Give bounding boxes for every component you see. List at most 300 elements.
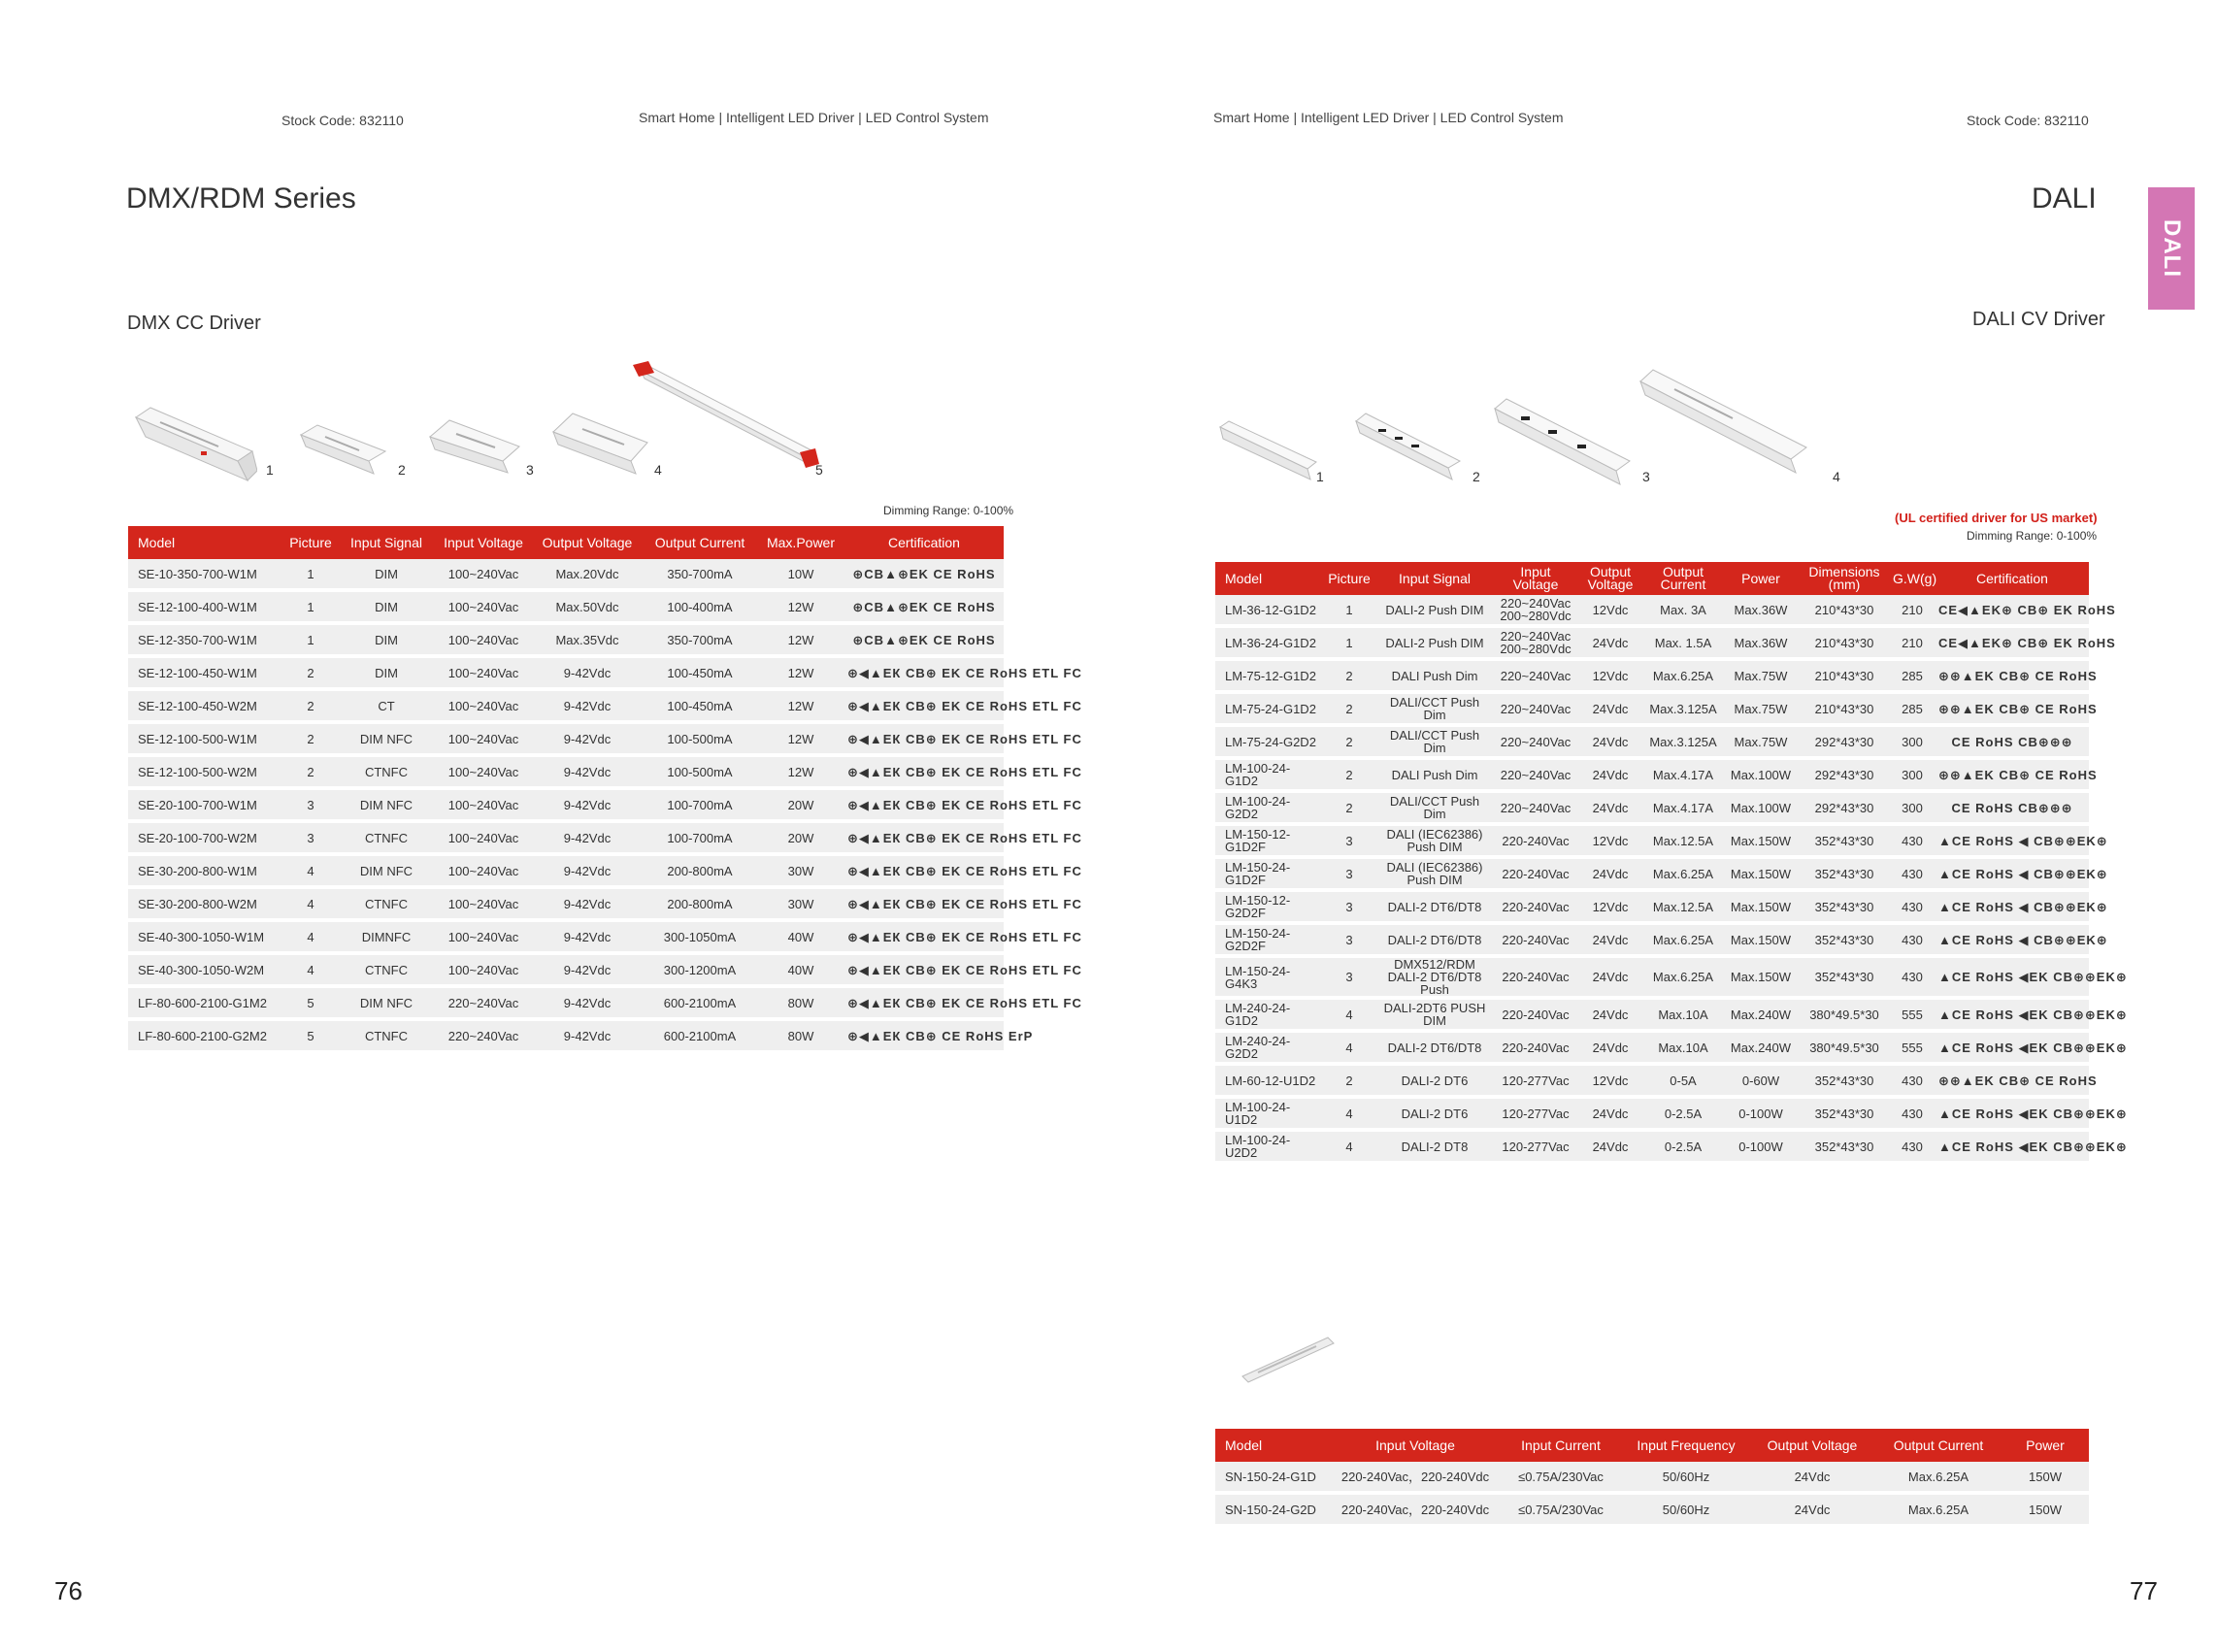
table-cell: 210*43*30 (1800, 694, 1889, 727)
certification-cell: ⊕CB▲⊕EK CE RoHS (844, 625, 1004, 658)
table-cell: 24Vdc (1576, 859, 1644, 892)
table-cell: Max.12.5A (1644, 826, 1722, 859)
table-row (128, 592, 1004, 625)
table-cell: CTNFC (338, 889, 435, 922)
table-cell: 5 (283, 988, 338, 1021)
table-cell: 4 (1324, 1132, 1374, 1165)
table-cell: 150W (2002, 1495, 2089, 1528)
table-cell: 80W (757, 988, 844, 1021)
certification-cell: ⊕◀▲ЕК CB⊕ EK CE RoHS ETL FC (844, 691, 1004, 724)
table-cell: DALI (IEC62386) Push DIM (1374, 826, 1495, 859)
table-cell: 12Vdc (1576, 595, 1644, 628)
table-cell: 210 (1889, 595, 1936, 628)
certification-cell: ⊕⊕▲EK CB⊕ CE RoHS (1936, 760, 2089, 793)
table-cell: 100~240Vac (435, 922, 532, 955)
table-cell: 292*43*30 (1800, 760, 1889, 793)
table-cell: 430 (1889, 958, 1936, 1000)
certification-cell: ▲CE RoHS ◀EK CB⊕⊕EK⊕ (1936, 1000, 2089, 1033)
table-cell: DALI-2 DT6/DT8 (1374, 1033, 1495, 1066)
table-cell: 430 (1889, 1132, 1936, 1165)
model-cell: SE-40-300-1050-W1M (128, 922, 283, 955)
table-cell: 285 (1889, 661, 1936, 694)
side-tab-label: DALI (2159, 219, 2185, 278)
table-cell: 220~240Vac 200~280Vdc (1495, 595, 1576, 628)
table-cell: 24Vdc (1576, 958, 1644, 1000)
table-cell: 120-277Vac (1495, 1099, 1576, 1132)
col-header: Input Voltage (1332, 1429, 1499, 1462)
table-cell: Max.150W (1722, 958, 1800, 1000)
table-cell: Max.6.25A (1875, 1462, 2002, 1495)
table-cell: Max.100W (1722, 793, 1800, 826)
sn-driver-table (1215, 1429, 2089, 1528)
table-cell: 9-42Vdc (532, 757, 643, 790)
certification-cell: ▲CE RoHS ◀EK CB⊕⊕EK⊕ (1936, 1132, 2089, 1165)
table-cell: 2 (283, 724, 338, 757)
table-cell: 100~240Vac (435, 889, 532, 922)
table-cell: DIM NFC (338, 790, 435, 823)
certification-cell: ▲CE RoHS ◀EK CB⊕⊕EK⊕ (1936, 1099, 2089, 1132)
table-cell: DALI-2 DT6 (1374, 1066, 1495, 1099)
col-header: Output Voltage (532, 526, 643, 559)
model-cell: LM-100-24-U2D2 (1215, 1132, 1324, 1165)
table-cell: 24Vdc (1576, 1033, 1644, 1066)
table-row (128, 856, 1004, 889)
table-cell: 3 (1324, 925, 1374, 958)
table-cell: 9-42Vdc (532, 823, 643, 856)
table-cell: 220-240Vac (1495, 1000, 1576, 1033)
col-header: Model (128, 526, 283, 559)
table-cell: DALI Push Dim (1374, 760, 1495, 793)
table-cell: 220-240Vac (1495, 859, 1576, 892)
product-image-1 (131, 393, 257, 485)
picture-label-3: 3 (526, 462, 534, 478)
table-cell: CT (338, 691, 435, 724)
table-cell: 380*49.5*30 (1800, 1000, 1889, 1033)
product-image-2 (1351, 408, 1466, 487)
table-cell: 24Vdc (1576, 1000, 1644, 1033)
table-row (128, 988, 1004, 1021)
table-row (128, 922, 1004, 955)
table-row (128, 823, 1004, 856)
left-section-title: DMX CC Driver (127, 313, 261, 334)
left-dimming-range: Dimming Range: 0-100% (883, 504, 1014, 517)
table-cell: 100-700mA (643, 790, 757, 823)
table-cell: 2 (1324, 694, 1374, 727)
table-cell: 30W (757, 889, 844, 922)
table-cell: 430 (1889, 1066, 1936, 1099)
table-row (1215, 958, 2089, 1000)
table-cell: 9-42Vdc (532, 691, 643, 724)
table-cell: 352*43*30 (1800, 1066, 1889, 1099)
certification-cell: ⊕◀▲ЕК CB⊕ EK CE RoHS ETL FC (844, 724, 1004, 757)
table-cell: 2 (1324, 727, 1374, 760)
table-cell: DALI/CCT Push Dim (1374, 694, 1495, 727)
certification-cell: ⊕◀▲ЕК CB⊕ CE RoHS ErP (844, 1021, 1004, 1054)
picture-label-2: 2 (1472, 469, 1480, 484)
table-cell: DALI-2 DT6/DT8 (1374, 892, 1495, 925)
table-cell: 3 (283, 823, 338, 856)
certification-cell: ▲CE RoHS ◀ CB⊕⊕EK⊕ (1936, 859, 2089, 892)
table-cell: 352*43*30 (1800, 859, 1889, 892)
table-cell: 600-2100mA (643, 1021, 757, 1054)
model-cell: SE-30-200-800-W1M (128, 856, 283, 889)
col-header: Input Voltage (1495, 562, 1576, 595)
table-cell: 9-42Vdc (532, 1021, 643, 1054)
table-cell: DIM (338, 559, 435, 592)
table-cell: 300 (1889, 760, 1936, 793)
model-cell: LM-150-12-G1D2F (1215, 826, 1324, 859)
table-cell: 220~240Vac (1495, 661, 1576, 694)
col-header: G.W(g) (1889, 562, 1936, 595)
table-cell: 100-450mA (643, 691, 757, 724)
table-row (128, 658, 1004, 691)
certification-cell: ⊕◀▲ЕК CB⊕ EK CE RoHS ETL FC (844, 988, 1004, 1021)
table-cell: 24Vdc (1576, 1132, 1644, 1165)
table-cell: Max.75W (1722, 661, 1800, 694)
col-header: Certification (844, 526, 1004, 559)
table-cell: 352*43*30 (1800, 892, 1889, 925)
table-header-row (128, 526, 1004, 559)
table-cell: 220-240Vac (1495, 892, 1576, 925)
table-cell: ≤0.75A/230Vac (1499, 1462, 1623, 1495)
product-image-3 (1490, 393, 1634, 490)
table-cell: 40W (757, 922, 844, 955)
table-cell: Max.3.125A (1644, 694, 1722, 727)
table-cell: Max.75W (1722, 694, 1800, 727)
certification-cell: ⊕⊕▲EK CB⊕ CE RoHS (1936, 661, 2089, 694)
table-cell: 352*43*30 (1800, 958, 1889, 1000)
table-cell: 4 (283, 856, 338, 889)
table-cell: 4 (283, 889, 338, 922)
table-cell: 430 (1889, 826, 1936, 859)
table-body (1215, 1462, 2089, 1528)
table-cell: 80W (757, 1021, 844, 1054)
table-cell: DIM NFC (338, 856, 435, 889)
table-cell: 200-800mA (643, 889, 757, 922)
table-cell: Max.36W (1722, 628, 1800, 661)
dmx-cc-driver-table (128, 526, 1082, 1054)
table-cell: 0-100W (1722, 1099, 1800, 1132)
picture-label-3: 3 (1642, 469, 1650, 484)
table-cell: 12W (757, 625, 844, 658)
model-cell: LM-60-12-U1D2 (1215, 1066, 1324, 1099)
col-header: Model (1215, 562, 1324, 595)
picture-label-4: 4 (1833, 469, 1840, 484)
table-cell: Max.12.5A (1644, 892, 1722, 925)
product-image-5 (629, 359, 823, 476)
certification-cell: ⊕CB▲⊕EK CE RoHS (844, 592, 1004, 625)
table-row (128, 790, 1004, 823)
product-image-4 (1636, 364, 1810, 479)
table-cell: 0-5A (1644, 1066, 1722, 1099)
table-cell: 292*43*30 (1800, 793, 1889, 826)
table-row (1215, 925, 2089, 958)
table-cell: 3 (1324, 892, 1374, 925)
table-cell: 210*43*30 (1800, 595, 1889, 628)
table-row (1215, 661, 2089, 694)
table-cell: 2 (283, 757, 338, 790)
table-cell: DALI-2 Push DIM (1374, 628, 1495, 661)
table-cell: Max.150W (1722, 826, 1800, 859)
table-cell: 210*43*30 (1800, 661, 1889, 694)
table-cell: CTNFC (338, 757, 435, 790)
table-cell: 1 (1324, 628, 1374, 661)
col-header: Power (2002, 1429, 2089, 1462)
table-cell: 12Vdc (1576, 1066, 1644, 1099)
table-row (1215, 1000, 2089, 1033)
table-cell: 12Vdc (1576, 661, 1644, 694)
table-cell: 350-700mA (643, 559, 757, 592)
table-cell: DIM NFC (338, 724, 435, 757)
table-cell: 352*43*30 (1800, 1132, 1889, 1165)
certification-cell: ⊕◀▲ЕК CB⊕ EK CE RoHS ETL FC (844, 658, 1004, 691)
model-cell: LM-150-12-G2D2F (1215, 892, 1324, 925)
certification-cell: ▲CE RoHS ◀ CB⊕⊕EK⊕ (1936, 826, 2089, 859)
model-cell: LM-100-24-U1D2 (1215, 1099, 1324, 1132)
table-cell: DIM (338, 592, 435, 625)
table-cell: Max.75W (1722, 727, 1800, 760)
model-cell: LM-150-24-G2D2F (1215, 925, 1324, 958)
table-cell: DALI-2 Push DIM (1374, 595, 1495, 628)
table-cell: 430 (1889, 892, 1936, 925)
col-header: Output Current (1644, 562, 1722, 595)
product-image-3 (425, 413, 522, 476)
table-cell: 220~240Vac (1495, 793, 1576, 826)
model-cell: SN-150-24-G1D (1215, 1462, 1332, 1495)
certification-cell: ⊕⊕▲EK CB⊕ CE RoHS (1936, 1066, 2089, 1099)
model-cell: LM-75-24-G2D2 (1215, 727, 1324, 760)
table-cell: 430 (1889, 1099, 1936, 1132)
table-cell: 220~240Vac (1495, 760, 1576, 793)
table-row (1215, 1132, 2089, 1165)
table-cell: 1 (283, 625, 338, 658)
table-cell: Max.150W (1722, 892, 1800, 925)
table-cell: 350-700mA (643, 625, 757, 658)
table-cell: 352*43*30 (1800, 925, 1889, 958)
table-cell: 100~240Vac (435, 856, 532, 889)
model-cell: LM-100-24-G1D2 (1215, 760, 1324, 793)
model-cell: SE-12-100-450-W1M (128, 658, 283, 691)
table-cell: Max.10A (1644, 1033, 1722, 1066)
left-series-title: DMX/RDM Series (126, 182, 356, 215)
table-cell: 9-42Vdc (532, 724, 643, 757)
table-cell: 24Vdc (1576, 727, 1644, 760)
model-cell: SE-12-350-700-W1M (128, 625, 283, 658)
table-row (128, 889, 1004, 922)
certification-cell: CE◀▲EK⊕ CB⊕ EK RoHS (1936, 595, 2089, 628)
table-cell: 100~240Vac (435, 658, 532, 691)
table-cell: 9-42Vdc (532, 955, 643, 988)
table-cell: 120-277Vac (1495, 1132, 1576, 1165)
table-cell: 100-500mA (643, 724, 757, 757)
table-cell: 292*43*30 (1800, 727, 1889, 760)
table-cell: 12W (757, 592, 844, 625)
table-cell: 285 (1889, 694, 1936, 727)
table-cell: 555 (1889, 1033, 1936, 1066)
table-cell: 100-500mA (643, 757, 757, 790)
table-cell: 220~240Vac (1495, 727, 1576, 760)
table-cell: 3 (1324, 859, 1374, 892)
table-cell: 300 (1889, 793, 1936, 826)
table-row (128, 625, 1004, 658)
table-cell: 352*43*30 (1800, 826, 1889, 859)
table-cell: 24Vdc (1576, 793, 1644, 826)
table-cell: 50/60Hz (1623, 1495, 1749, 1528)
table-cell: 100-450mA (643, 658, 757, 691)
table-cell: 0-100W (1722, 1132, 1800, 1165)
table-body (1215, 595, 2128, 1165)
model-cell: SN-150-24-G2D (1215, 1495, 1332, 1528)
certification-cell: CE RoHS CB⊕⊕⊕ (1936, 727, 2089, 760)
table-row (1215, 1462, 2089, 1495)
dali-cv-driver-table (1215, 562, 2128, 1165)
ul-certified-note: (UL certified driver for US market) (1895, 511, 2098, 525)
certification-cell: ⊕⊕▲EK CB⊕ CE RoHS (1936, 694, 2089, 727)
left-nav-breadcrumb: Smart Home | Intelligent LED Driver | LED Control System (639, 110, 989, 125)
table-cell: DIM (338, 658, 435, 691)
table-row (1215, 859, 2089, 892)
table-cell: 200-800mA (643, 856, 757, 889)
table-cell: DALI Push Dim (1374, 661, 1495, 694)
model-cell: LM-240-24-G1D2 (1215, 1000, 1324, 1033)
col-header: Input Frequency (1623, 1429, 1749, 1462)
table-body (128, 559, 1082, 1054)
model-cell: SE-12-100-500-W2M (128, 757, 283, 790)
table-cell: Max.240W (1722, 1033, 1800, 1066)
table-cell: Max.4.17A (1644, 760, 1722, 793)
col-header: Power (1722, 562, 1800, 595)
table-cell: Max.35Vdc (532, 625, 643, 658)
table-cell: DIMNFC (338, 922, 435, 955)
table-cell: 220-240Vac，220-240Vdc (1332, 1462, 1499, 1495)
table-cell: 1 (283, 559, 338, 592)
model-cell: SE-20-100-700-W1M (128, 790, 283, 823)
table-cell: 220-240Vac，220-240Vdc (1332, 1495, 1499, 1528)
right-page-number: 77 (2130, 1576, 2158, 1605)
col-header: Picture (1324, 562, 1374, 595)
model-cell: LF-80-600-2100-G1M2 (128, 988, 283, 1021)
certification-cell: ⊕◀▲ЕК CB⊕ EK CE RoHS ETL FC (844, 922, 1004, 955)
table-cell: 0-2.5A (1644, 1099, 1722, 1132)
table-cell: Max.4.17A (1644, 793, 1722, 826)
table-cell: 150W (2002, 1462, 2089, 1495)
table-cell: 352*43*30 (1800, 1099, 1889, 1132)
table-cell: 120-277Vac (1495, 1066, 1576, 1099)
table-cell: Max.100W (1722, 760, 1800, 793)
picture-label-1: 1 (1316, 469, 1324, 484)
table-cell: 1 (1324, 595, 1374, 628)
model-cell: SE-10-350-700-W1M (128, 559, 283, 592)
model-cell: LM-36-24-G1D2 (1215, 628, 1324, 661)
table-cell: 20W (757, 790, 844, 823)
table-cell: 4 (1324, 1000, 1374, 1033)
table-cell: 4 (283, 922, 338, 955)
table-cell: CTNFC (338, 823, 435, 856)
table-cell: Max.6.25A (1644, 958, 1722, 1000)
table-cell: Max.6.25A (1644, 859, 1722, 892)
table-cell: 220~240Vac (435, 1021, 532, 1054)
product-image-sn (1239, 1332, 1340, 1390)
model-cell: LM-100-24-G2D2 (1215, 793, 1324, 826)
table-cell: DMX512/RDM DALI-2 DT6/DT8 Push (1374, 958, 1495, 1000)
table-cell: 9-42Vdc (532, 889, 643, 922)
table-cell: 300-1050mA (643, 922, 757, 955)
table-cell: 12W (757, 658, 844, 691)
table-cell: DIM NFC (338, 988, 435, 1021)
table-cell: 100-400mA (643, 592, 757, 625)
table-row (1215, 1495, 2089, 1528)
model-cell: LM-150-24-G1D2F (1215, 859, 1324, 892)
table-cell: 3 (283, 790, 338, 823)
right-section-title: DALI CV Driver (1972, 309, 2105, 330)
table-cell: 100~240Vac (435, 592, 532, 625)
table-row (128, 724, 1004, 757)
table-cell: Max.50Vdc (532, 592, 643, 625)
right-dimming-range: Dimming Range: 0-100% (1967, 529, 2098, 543)
table-cell: 220~240Vac 200~280Vdc (1495, 628, 1576, 661)
col-header: Input Signal (1374, 562, 1495, 595)
table-cell: 30W (757, 856, 844, 889)
table-cell: 220-240Vac (1495, 826, 1576, 859)
model-cell: LM-75-24-G1D2 (1215, 694, 1324, 727)
model-cell: LM-75-12-G1D2 (1215, 661, 1324, 694)
model-cell: SE-40-300-1050-W2M (128, 955, 283, 988)
col-header: Input Voltage (435, 526, 532, 559)
table-cell: Max.150W (1722, 925, 1800, 958)
certification-cell: ⊕◀▲ЕК CB⊕ EK CE RoHS ETL FC (844, 889, 1004, 922)
table-cell: 24Vdc (1576, 694, 1644, 727)
table-row (1215, 1099, 2089, 1132)
table-row (128, 757, 1004, 790)
product-image-2 (296, 417, 388, 476)
table-cell: 5 (283, 1021, 338, 1054)
table-cell: 9-42Vdc (532, 988, 643, 1021)
table-cell: 555 (1889, 1000, 1936, 1033)
table-cell: 2 (1324, 661, 1374, 694)
table-cell: 100~240Vac (435, 823, 532, 856)
table-cell: 4 (1324, 1033, 1374, 1066)
table-cell: DALI/CCT Push Dim (1374, 793, 1495, 826)
table-cell: 430 (1889, 859, 1936, 892)
right-nav-breadcrumb: Smart Home | Intelligent LED Driver | LED Control System (1213, 110, 1564, 125)
table-cell: 4 (283, 955, 338, 988)
table-cell: DALI-2 DT6/DT8 (1374, 925, 1495, 958)
table-cell: 0-2.5A (1644, 1132, 1722, 1165)
table-cell: 24Vdc (1749, 1495, 1875, 1528)
col-header: Input Current (1499, 1429, 1623, 1462)
table-cell: ≤0.75A/230Vac (1499, 1495, 1623, 1528)
table-cell: 4 (1324, 1099, 1374, 1132)
left-page-number: 76 (54, 1576, 83, 1605)
table-cell: DALI-2 DT8 (1374, 1132, 1495, 1165)
table-cell: Max.6.25A (1644, 925, 1722, 958)
table-row (128, 1021, 1004, 1054)
certification-cell: CE RoHS CB⊕⊕⊕ (1936, 793, 2089, 826)
certification-cell: ⊕◀▲ЕК CB⊕ EK CE RoHS ETL FC (844, 955, 1004, 988)
table-cell: 3 (1324, 826, 1374, 859)
table-cell: 3 (1324, 958, 1374, 1000)
certification-cell: ▲CE RoHS ◀EK CB⊕⊕EK⊕ (1936, 1033, 2089, 1066)
table-cell: 430 (1889, 925, 1936, 958)
table-cell: 0-60W (1722, 1066, 1800, 1099)
col-header: Input Signal (338, 526, 435, 559)
table-cell: Max.20Vdc (532, 559, 643, 592)
table-cell: Max. 1.5A (1644, 628, 1722, 661)
table-row (1215, 1033, 2089, 1066)
table-cell: 10W (757, 559, 844, 592)
table-cell: Max.6.25A (1875, 1495, 2002, 1528)
table-cell: 300-1200mA (643, 955, 757, 988)
